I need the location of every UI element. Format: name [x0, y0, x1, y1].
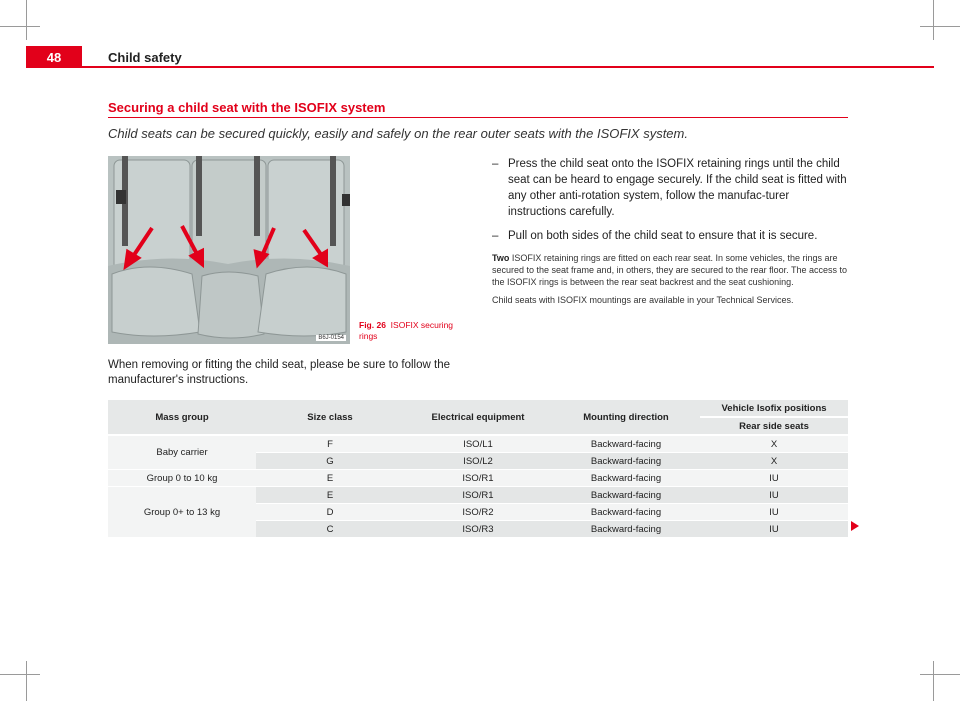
isofix-figure [108, 156, 350, 344]
fitting-note: When removing or fitting the child seat, please be sure to follow the manufacturer's instructions. [108, 359, 450, 386]
position-cell: IU [700, 470, 848, 487]
electrical-cell: ISO/R1 [404, 487, 552, 504]
size-class-cell: G [256, 453, 404, 470]
crop-mark [920, 674, 960, 675]
isofix-rings-paragraph [492, 252, 848, 288]
electrical-cell: ISO/R1 [404, 470, 552, 487]
mass-group-cell: Baby carrier [108, 435, 256, 470]
continue-arrow-icon [850, 520, 860, 532]
rear-seat-illustration [108, 156, 350, 344]
mounting-cell: Backward-facing [552, 435, 700, 453]
table-row [108, 470, 848, 487]
mass-group-cell: Group 0+ to 13 kg [108, 487, 256, 538]
mounting-cell: Backward-facing [552, 504, 700, 521]
electrical-cell: ISO/R2 [404, 504, 552, 521]
section-rule [108, 117, 848, 118]
figure-caption-text: ISOFIX securing rings [359, 320, 454, 341]
header-positions: Vehicle Isofix positions [700, 400, 848, 417]
step-text: Press the child seat onto the ISOFIX retaining rings until the child seat can be heard to engage securely. If the child seat is fitted with any other anti-rotation system, follow the manufac-turer instructions carefully. [508, 158, 847, 218]
step-item [492, 228, 848, 244]
electrical-cell: ISO/R3 [404, 521, 552, 538]
chapter-title: Child safety [108, 50, 182, 65]
figure-caption [359, 320, 469, 342]
crop-mark [920, 26, 960, 27]
crop-mark [26, 0, 27, 40]
figure-caption-number: Fig. 26 [359, 320, 386, 330]
position-cell: IU [700, 487, 848, 504]
instruction-column [492, 156, 848, 312]
header-rule [82, 66, 934, 68]
crop-mark [933, 661, 934, 701]
electrical-cell: ISO/L1 [404, 435, 552, 453]
crop-mark [0, 674, 40, 675]
header-mass-group: Mass group [108, 400, 256, 435]
dash-bullet: – [492, 158, 499, 170]
crop-mark [26, 661, 27, 701]
dash-bullet: – [492, 230, 499, 242]
mounting-cell: Backward-facing [552, 470, 700, 487]
paragraph-text: ISOFIX retaining rings are fitted on each rear seat. In some vehicles, the rings are secured to the seat frame and, in others, they are secured to the rear floor. The access to the ISOFIX rings is between the rear seat backrest and the seat cushioning. [492, 253, 848, 287]
page-number: 48 [26, 46, 82, 68]
position-cell: IU [700, 521, 848, 538]
header-rear-side-seats: Rear side seats [700, 417, 848, 435]
step-item [492, 156, 848, 220]
header-electrical: Electrical equipment [404, 400, 552, 435]
section-title: Securing a child seat with the ISOFIX system [108, 100, 386, 115]
table-row [108, 435, 848, 453]
position-cell: IU [700, 504, 848, 521]
section-intro: Child seats can be secured quickly, easily and safely on the rear outer seats with the ISOFIX system. [108, 126, 688, 141]
position-cell: X [700, 435, 848, 453]
crop-mark [0, 26, 40, 27]
position-cell: X [700, 453, 848, 470]
size-class-cell: E [256, 470, 404, 487]
mounting-cell: Backward-facing [552, 487, 700, 504]
table-row [108, 487, 848, 504]
mounting-cell: Backward-facing [552, 453, 700, 470]
figure-code: B6J-0154 [318, 335, 344, 341]
step-text: Pull on both sides of the child seat to ensure that it is secure. [508, 230, 818, 242]
mass-group-cell: Group 0 to 10 kg [108, 470, 256, 487]
electrical-cell: ISO/L2 [404, 453, 552, 470]
paragraph-lead: Two [492, 253, 510, 263]
crop-mark [933, 0, 934, 40]
size-class-cell: C [256, 521, 404, 538]
size-class-cell: F [256, 435, 404, 453]
header-size-class: Size class [256, 400, 404, 435]
size-class-cell: D [256, 504, 404, 521]
header-mounting: Mounting direction [552, 400, 700, 435]
size-class-cell: E [256, 487, 404, 504]
technical-services-paragraph: Child seats with ISOFIX mountings are available in your Technical Services. [492, 295, 794, 305]
mounting-cell: Backward-facing [552, 521, 700, 538]
isofix-positions-table [108, 400, 848, 538]
